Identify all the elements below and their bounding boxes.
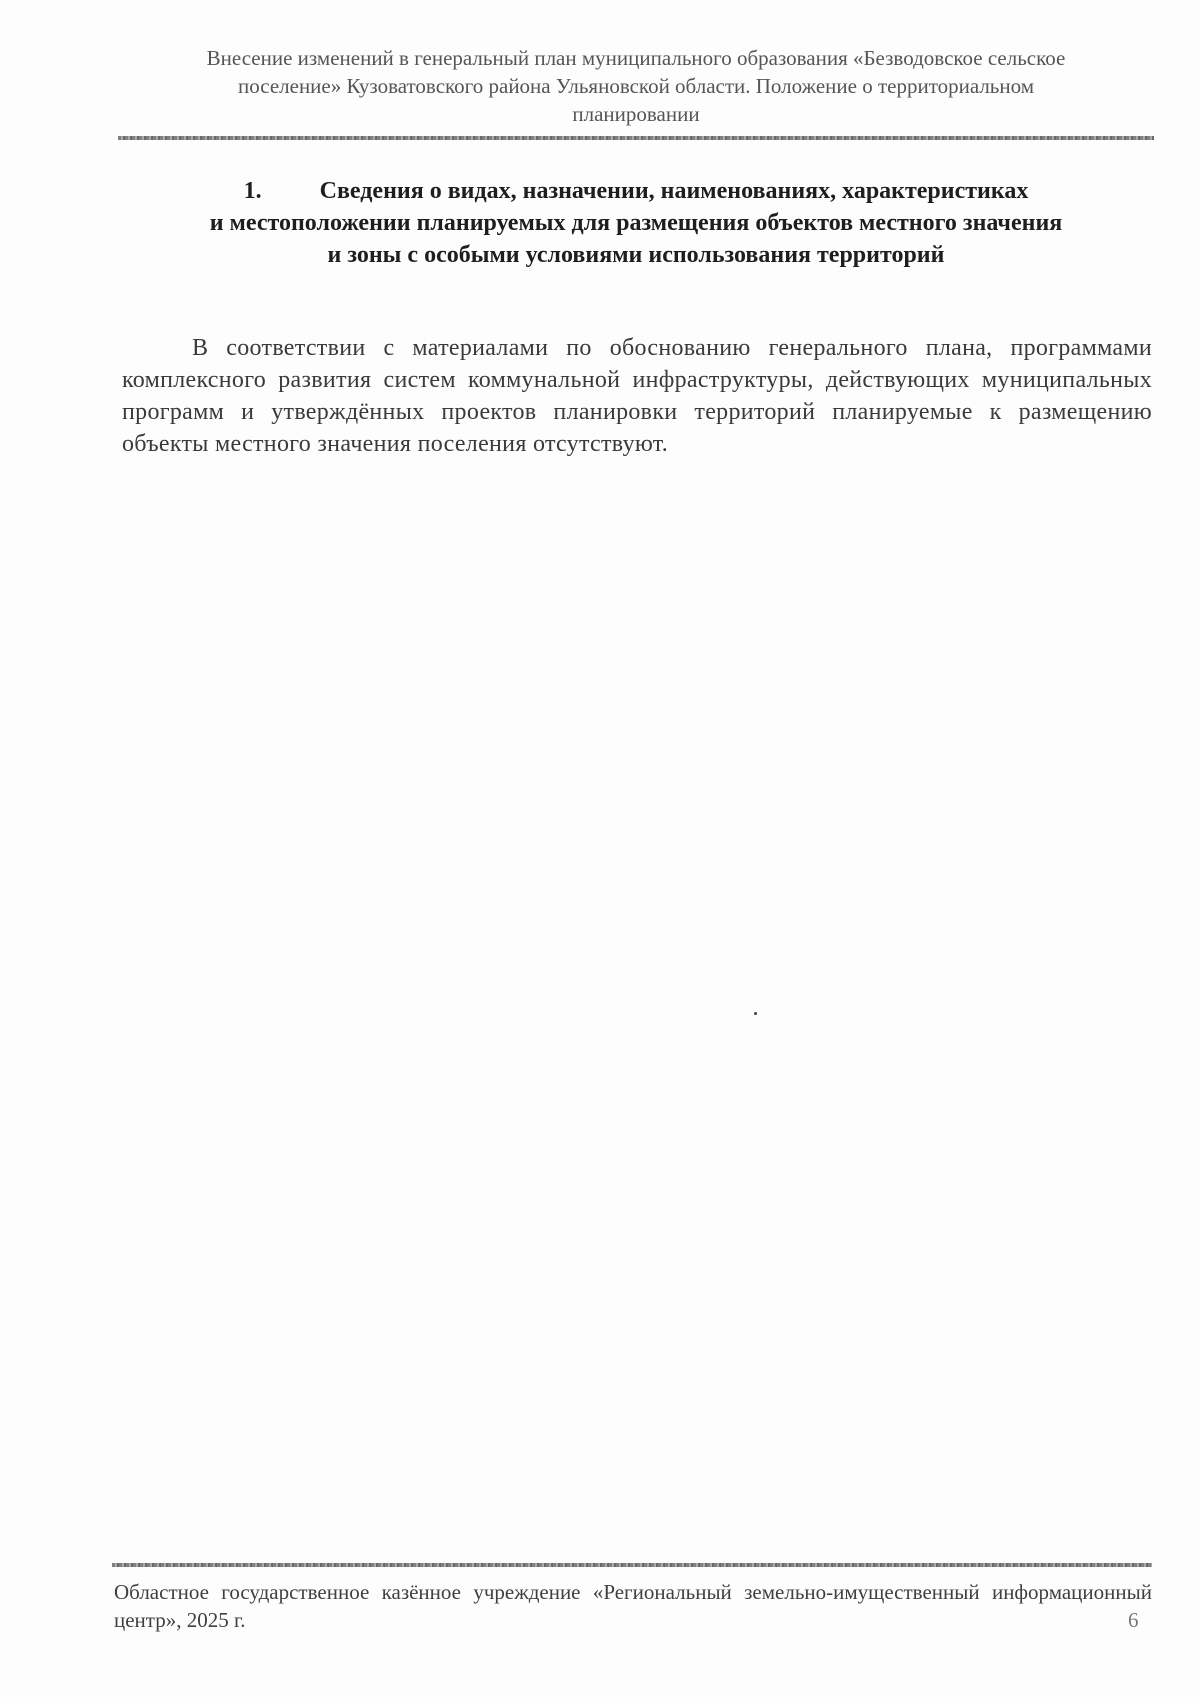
section-heading: [118, 175, 1154, 271]
body-paragraph: В соответствии с материалами по обоснованию генерального плана, программами комплексного развития систем коммунальной инфраструктуры, действующих муниципальных программ и утверждённых проектов планировки территорий планируемые к размещению объекты местного значения поселения отсутствуют.: [122, 335, 1152, 457]
section-title-line-3: и зоны с особыми условиями использования территорий: [327, 242, 945, 268]
header-line-2: поселение» Кузоватовского района Ульяновской области. Положение о территориальном: [237, 74, 1035, 98]
footer-divider: [112, 1563, 1152, 1567]
header-line-3: планировании: [572, 102, 700, 126]
document-header: [118, 44, 1154, 128]
scan-speck: [754, 1012, 757, 1015]
document-footer: Областное государственное казённое учреждение «Региональный земельно-имущественный информационный центр», 2025 г.: [114, 1580, 1152, 1632]
section-number: 1.: [243, 178, 262, 204]
header-divider: [118, 136, 1154, 140]
section-title-line-2: и местоположении планируемых для размещения объектов местного значения: [209, 210, 1063, 236]
header-line-1: Внесение изменений в генеральный план муниципального образования «Безводовское сельское: [206, 46, 1066, 70]
page-number: 6: [1128, 1608, 1139, 1632]
section-title-line-1: Сведения о видах, назначении, наименованиях, характеристиках: [319, 178, 1029, 204]
